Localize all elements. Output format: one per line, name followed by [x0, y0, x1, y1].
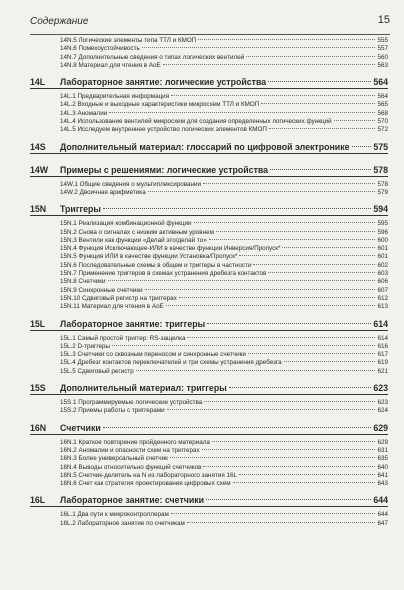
leader-dots: [204, 401, 375, 402]
section-page: 614: [373, 318, 388, 329]
toc-entry: [30, 229, 388, 237]
toc-entry-page: 606: [377, 278, 388, 286]
section-page: 564: [373, 77, 388, 88]
leader-dots: [171, 513, 376, 514]
toc-entry-text: 16N.3 Более универсальный счетчик: [60, 455, 168, 463]
toc-entry: [30, 45, 388, 53]
toc-entry-page: 624: [377, 407, 388, 415]
section-title: Дополнительный материал: триггеры: [60, 383, 227, 394]
leader-dots: [109, 112, 375, 113]
toc-entry-text: 15L.2 D-триггеры: [60, 342, 111, 350]
section-heading: [30, 164, 388, 176]
leader-dots: [194, 222, 376, 223]
leader-dots: [282, 247, 375, 248]
section-heading: [30, 76, 388, 88]
toc-entry: [30, 343, 388, 351]
section-page: 623: [373, 383, 388, 394]
toc-entry: [30, 368, 388, 376]
section-rule: [30, 394, 388, 395]
leader-dots: [207, 323, 371, 324]
leader-dots: [167, 409, 376, 410]
leader-dots: [284, 361, 376, 362]
toc-entry-page: 555: [377, 37, 388, 44]
toc-entry-text: 15N.8 Счетчики: [60, 278, 106, 286]
toc-entry-page: 570: [377, 118, 388, 126]
toc-entry-text: 15N.3 Вентили как функции «Делай это/делай то»: [60, 236, 207, 244]
leader-dots: [148, 191, 376, 192]
toc-entry-page: 616: [377, 342, 388, 350]
leader-dots: [253, 264, 375, 265]
section-heading: [30, 422, 388, 434]
section-title: Лабораторное занятие: триггеры: [60, 318, 206, 329]
leader-dots: [233, 482, 376, 483]
toc-entry: [30, 303, 388, 311]
toc-entry-page: 560: [377, 53, 388, 61]
toc-entry-text: 15S.1 Программируемые логические устройства: [60, 399, 203, 407]
toc-entry: [30, 511, 388, 519]
leader-dots: [239, 255, 375, 256]
toc-entry-text: 15N.9 Синхронные счетчики: [60, 286, 143, 294]
toc-entry: [30, 262, 388, 270]
toc-entry-page: 557: [377, 45, 388, 53]
leader-dots: [136, 370, 376, 371]
section-rule: [30, 434, 388, 435]
toc-entry-text: 14N.7 Дополнительные сведения о типах логических вентилей: [60, 53, 245, 61]
toc-entry: [30, 93, 388, 101]
section-title: Триггеры: [60, 204, 101, 215]
section-heading: [30, 141, 388, 153]
toc-entry-page: 607: [377, 286, 388, 294]
section-rule: [30, 88, 388, 89]
section-title: Дополнительный материал: глоссарий по цифровой электронике: [60, 141, 350, 152]
toc-entry-page: 623: [377, 399, 388, 407]
section-code: 14W: [30, 164, 49, 175]
leader-dots: [108, 280, 376, 281]
toc-entry-page: 602: [377, 261, 388, 269]
toc-entry-text: 16N.4 Выводы относительно функций счетчиков: [60, 463, 202, 471]
toc-entry: [30, 295, 388, 303]
toc-entry-text: 16L.1 Два пути к микроконтроллерам: [60, 511, 169, 519]
section-title: Лабораторное занятие: счетчики: [60, 495, 205, 506]
section-code: 14S: [30, 141, 46, 152]
leader-dots: [261, 103, 375, 104]
toc-entry-page: 601: [377, 253, 388, 261]
leader-dots: [112, 345, 375, 346]
toc-entry: [30, 220, 388, 228]
toc-entry-text: 15N.6 Последовательные схемы в общем и триггеры в частности: [60, 261, 252, 269]
toc-entry-page: 565: [377, 101, 388, 109]
toc-entry-text: 15N.10 Сдвиговый регистр на триггерах: [60, 294, 177, 302]
section-rule: [30, 153, 388, 154]
page-number: 15: [377, 14, 390, 26]
toc-entry: [30, 278, 388, 286]
section-heading: [30, 203, 388, 215]
table-of-contents: [30, 37, 388, 528]
toc-entry: [30, 101, 388, 109]
toc-entry-page: 635: [377, 455, 388, 463]
toc-entry: [30, 245, 388, 253]
section-heading: [30, 382, 388, 394]
section-code: 14L: [30, 77, 46, 88]
leader-dots: [206, 499, 371, 500]
section-code: 15S: [30, 383, 46, 394]
section-code: 15L: [30, 318, 46, 329]
toc-entry-page: 603: [377, 270, 388, 278]
toc-entry-text: 15N.1 Реализация комбинационной функции: [60, 220, 192, 228]
leader-dots: [239, 474, 375, 475]
section-title: Счетчики: [60, 422, 101, 433]
toc-entry-text: 16L.2 Лабораторное занятие по счетчикам: [60, 519, 185, 527]
toc-entry-page: 595: [377, 220, 388, 228]
toc-entry-text: 15L.5 Сдвиговый регистр: [60, 367, 134, 375]
toc-entry-text: 16N.2 Аномалии и опасности схем на триггерах: [60, 446, 200, 454]
section-code: 15N: [30, 204, 47, 215]
toc-entry-page: 647: [377, 519, 388, 527]
toc-entry-text: 14N.6 Помехоустойчивость: [60, 45, 140, 53]
toc-entry-text: 16N.5 Счетчик-делитель на N из лабораторного занятия 16L: [60, 471, 237, 479]
toc-entry-text: 16N.1 Краткое повторение пройденного материала: [60, 438, 210, 446]
toc-entry-page: 600: [377, 236, 388, 244]
toc-entry-text: 16N.6 Счет как стратегия проектирования цифровых схем: [60, 480, 231, 488]
toc-entry-page: 564: [377, 93, 388, 101]
leader-dots: [187, 337, 375, 338]
toc-entry-page: 601: [377, 245, 388, 253]
section-heading: [30, 494, 388, 506]
section-heading: [30, 318, 388, 330]
section-page: 575: [373, 141, 388, 152]
section-page: 594: [373, 204, 388, 215]
toc-entry: [30, 439, 388, 447]
section-rule: [30, 176, 388, 177]
leader-dots: [202, 449, 376, 450]
leader-dots: [246, 56, 375, 57]
leader-dots: [103, 208, 371, 209]
toc-entry: [30, 359, 388, 367]
leader-dots: [170, 457, 376, 458]
toc-entry-text: 15L.4 Дребезг контактов переключателей и три схемы устранения дребезга: [60, 359, 282, 367]
toc-entry: [30, 472, 388, 480]
toc-entry-text: 14L.1 Предварительная информация: [60, 93, 170, 101]
toc-entry: [30, 126, 388, 134]
toc-entry-page: 579: [377, 188, 388, 196]
toc-entry-page: 640: [377, 463, 388, 471]
leader-dots: [187, 522, 376, 523]
section-page: 644: [373, 495, 388, 506]
leader-dots: [216, 231, 376, 232]
toc-entry: [30, 455, 388, 463]
section-page: 629: [373, 422, 388, 433]
leader-dots: [270, 169, 371, 170]
toc-entry: [30, 407, 388, 415]
toc-entry-text: 15N.2 Снова о сигналах с низким активным уровнем: [60, 228, 214, 236]
leader-dots: [142, 47, 376, 48]
leader-dots: [166, 305, 376, 306]
section-rule: [30, 330, 388, 331]
toc-entry-page: 617: [377, 351, 388, 359]
toc-entry-text: 14L.3 Аномалии: [60, 109, 108, 117]
toc-entry-text: 15N.4 Функция Исключающее-ИЛИ в качестве функции Инверсия/Пропуск*: [60, 245, 281, 253]
section-title: Примеры с решениями: логические устройства: [60, 164, 269, 175]
section-rule: [30, 215, 388, 216]
toc-entry-page: 614: [377, 334, 388, 342]
running-header: [30, 12, 390, 35]
toc-entry-text: 15S.2 Приемы работы с триггерами: [60, 407, 165, 415]
toc-entry-text: 15N.11 Материал для чтения в AoE: [60, 303, 164, 311]
toc-entry-text: 14N.8 Материал для чтения в AoE: [60, 61, 161, 69]
leader-dots: [212, 441, 376, 442]
leader-dots: [229, 387, 372, 388]
toc-entry: [30, 447, 388, 455]
toc-entry-page: 596: [377, 228, 388, 236]
leader-dots: [179, 297, 376, 298]
toc-entry-text: 14W.1 Общие сведения о мультиплексировании: [60, 180, 202, 188]
toc-entry-text: 14N.5 Логические элементы типа ТТЛ и КМОП: [60, 37, 197, 44]
toc-entry: [30, 189, 388, 197]
header-title: Содержание: [30, 16, 89, 27]
leader-dots: [352, 146, 372, 147]
toc-entry-page: 578: [377, 180, 388, 188]
toc-entry-page: 631: [377, 446, 388, 454]
toc-entry-page: 619: [377, 359, 388, 367]
toc-entry-page: 568: [377, 109, 388, 117]
toc-entry: [30, 181, 388, 189]
toc-entry-page: 629: [377, 438, 388, 446]
toc-entry: [30, 287, 388, 295]
leader-dots: [334, 120, 376, 121]
section-code: 16L: [30, 495, 46, 506]
toc-entry-text: 15N.7 Применение триггеров в схемах устранения дребезга контактов: [60, 270, 267, 278]
leader-dots: [198, 39, 375, 40]
leader-dots: [268, 272, 375, 273]
toc-entry-text: 15L.1 Самый простой триггер: RS-защелка: [60, 334, 186, 342]
toc-entry-page: 572: [377, 126, 388, 134]
toc-entry-page: 563: [377, 61, 388, 69]
toc-entry-text: 14W.2 Двоичная арифметика: [60, 188, 146, 196]
toc-entry-text: 14L.4 Использование вентилей микросхем для создания определенных логических функций: [60, 118, 332, 126]
toc-entry-page: 621: [377, 367, 388, 375]
toc-entry-page: 613: [377, 303, 388, 311]
toc-entry: [30, 110, 388, 118]
leader-dots: [171, 95, 375, 96]
toc-entry-page: 644: [377, 511, 388, 519]
toc-entry: [30, 270, 388, 278]
section-page: 578: [373, 164, 388, 175]
toc-entry: [30, 62, 388, 70]
toc-entry-page: 641: [377, 471, 388, 479]
leader-dots: [203, 466, 375, 467]
section-code: 16N: [30, 422, 47, 433]
toc-entry-text: 15L.3 Счетчики со сквозным переносом и синхронные счетчики: [60, 351, 246, 359]
toc-entry-text: 14L.2 Входные и выходные характеристики микросхем ТТЛ и КМОП: [60, 101, 260, 109]
toc-entry: [30, 335, 388, 343]
leader-dots: [103, 427, 372, 428]
toc-entry-page: 612: [377, 294, 388, 302]
leader-dots: [209, 239, 376, 240]
leader-dots: [269, 128, 376, 129]
toc-entry-page: 643: [377, 480, 388, 488]
leader-dots: [203, 183, 375, 184]
leader-dots: [145, 289, 376, 290]
section-title: Лабораторное занятие: логические устройства: [60, 77, 267, 88]
toc-entry: [30, 237, 388, 245]
toc-entry: [30, 464, 388, 472]
toc-entry-text: 15N.5 Функция ИЛИ в качестве функции Установка/Пропуск*: [60, 253, 238, 261]
toc-entry: [30, 480, 388, 488]
leader-dots: [268, 81, 371, 82]
leader-dots: [163, 64, 376, 65]
leader-dots: [248, 353, 376, 354]
toc-entry: [30, 253, 388, 261]
section-rule: [30, 506, 388, 507]
toc-entry-text: 14L.5 Исследуем внутреннее устройство логических элементов КМОП: [60, 126, 267, 134]
toc-entry: [30, 54, 388, 62]
toc-entry: [30, 520, 388, 528]
